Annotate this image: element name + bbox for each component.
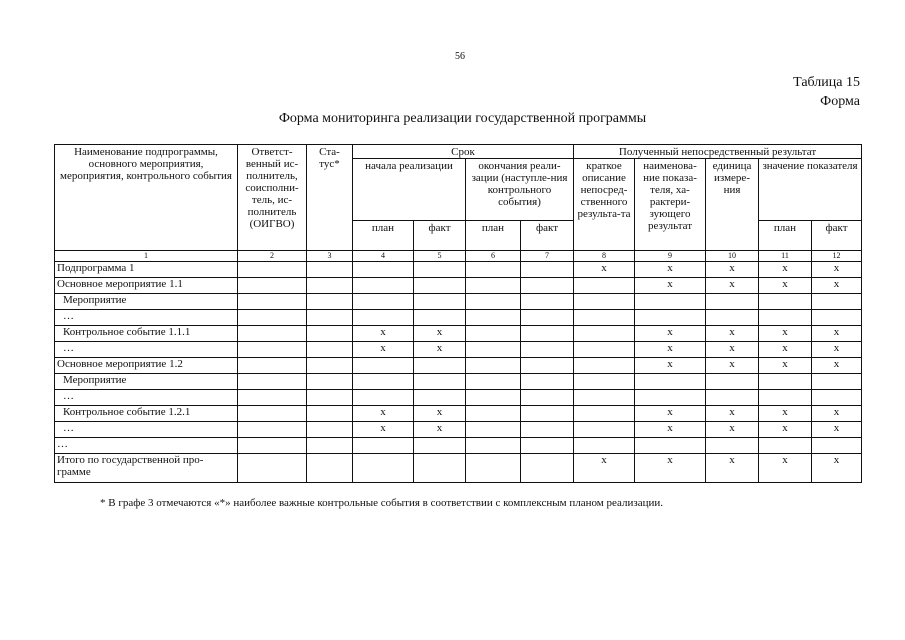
cell-col-2 [238, 374, 307, 390]
cell-col-2 [238, 454, 307, 483]
column-number: 11 [759, 251, 812, 262]
cell-col-9 [635, 310, 706, 326]
column-number: 6 [466, 251, 521, 262]
cell-col-12: х [812, 342, 862, 358]
cell-col-3 [307, 374, 353, 390]
cell-col-11: х [759, 406, 812, 422]
table-row [55, 422, 862, 438]
cell-col-11: х [759, 278, 812, 294]
cell-col-4: х [353, 422, 414, 438]
header-end-plan: план [466, 221, 521, 251]
row-name: … [55, 390, 238, 406]
table-body [55, 262, 862, 483]
cell-col-6 [466, 390, 521, 406]
cell-col-10 [706, 374, 759, 390]
header-responsible: Ответст-венный ис-полнитель, соисполни-тель, ис-полнитель (ОИГВО) [238, 145, 307, 251]
cell-col-7 [521, 454, 574, 483]
cell-col-11: х [759, 342, 812, 358]
cell-col-4 [353, 454, 414, 483]
cell-col-2 [238, 406, 307, 422]
cell-col-3 [307, 406, 353, 422]
cell-col-8 [574, 310, 635, 326]
header-term: Срок [353, 145, 574, 159]
cell-col-9: х [635, 342, 706, 358]
cell-col-6 [466, 342, 521, 358]
cell-col-3 [307, 438, 353, 454]
total-row [55, 454, 862, 483]
cell-col-12 [812, 310, 862, 326]
cell-col-2 [238, 438, 307, 454]
cell-col-9 [635, 438, 706, 454]
cell-col-6 [466, 358, 521, 374]
cell-col-11 [759, 310, 812, 326]
header-result-description: краткое описание непосред-ственного результа-та [574, 159, 635, 251]
cell-col-4: х [353, 406, 414, 422]
table-row [55, 390, 862, 406]
document-title: Форма мониторинга реализации государственной программы [278, 111, 647, 126]
cell-col-8 [574, 358, 635, 374]
cell-col-6 [466, 326, 521, 342]
cell-col-3 [307, 390, 353, 406]
cell-col-4 [353, 278, 414, 294]
cell-col-12 [812, 374, 862, 390]
cell-col-2 [238, 390, 307, 406]
cell-col-6 [466, 422, 521, 438]
cell-col-12: х [812, 262, 862, 278]
cell-col-7 [521, 342, 574, 358]
row-name: Контрольное событие 1.1.1 [55, 326, 238, 342]
header-term-start: начала реализации [353, 159, 466, 221]
cell-col-10: х [706, 262, 759, 278]
cell-col-12: х [812, 326, 862, 342]
table-row [55, 294, 862, 310]
table-row [55, 326, 862, 342]
cell-col-2 [238, 310, 307, 326]
table-row [55, 342, 862, 358]
cell-col-2 [238, 294, 307, 310]
form-label: Форма [820, 94, 860, 109]
page-number: 56 [455, 51, 465, 62]
cell-col-4 [353, 438, 414, 454]
column-number: 4 [353, 251, 414, 262]
cell-col-2 [238, 422, 307, 438]
row-name: Мероприятие [55, 294, 238, 310]
header-row-1 [55, 145, 862, 159]
cell-col-11 [759, 390, 812, 406]
cell-col-2 [238, 326, 307, 342]
cell-col-5 [414, 438, 466, 454]
table-row [55, 406, 862, 422]
cell-col-3 [307, 294, 353, 310]
header-result: Полученный непосредственный результат [574, 145, 862, 159]
cell-col-7 [521, 262, 574, 278]
row-name: … [55, 422, 238, 438]
cell-col-7 [521, 374, 574, 390]
cell-col-5: х [414, 406, 466, 422]
cell-col-9: х [635, 406, 706, 422]
cell-col-4 [353, 262, 414, 278]
cell-col-10 [706, 294, 759, 310]
cell-col-10: х [706, 454, 759, 483]
table-row [55, 358, 862, 374]
cell-col-5 [414, 294, 466, 310]
cell-col-2 [238, 342, 307, 358]
cell-col-4 [353, 358, 414, 374]
cell-col-8 [574, 374, 635, 390]
cell-col-3 [307, 358, 353, 374]
cell-col-8 [574, 326, 635, 342]
cell-col-3 [307, 342, 353, 358]
header-status: Ста-тус* [307, 145, 353, 251]
cell-col-10: х [706, 422, 759, 438]
cell-col-9: х [635, 358, 706, 374]
cell-col-3 [307, 422, 353, 438]
cell-col-6 [466, 374, 521, 390]
cell-col-6 [466, 310, 521, 326]
cell-col-8 [574, 342, 635, 358]
cell-col-6 [466, 294, 521, 310]
cell-col-6 [466, 406, 521, 422]
cell-col-2 [238, 262, 307, 278]
cell-col-12: х [812, 358, 862, 374]
column-number: 1 [55, 251, 238, 262]
header-start-plan: план [353, 221, 414, 251]
column-number: 9 [635, 251, 706, 262]
cell-col-9 [635, 294, 706, 310]
table-row [55, 438, 862, 454]
cell-col-11 [759, 374, 812, 390]
cell-col-11: х [759, 358, 812, 374]
cell-col-10: х [706, 278, 759, 294]
cell-col-11 [759, 438, 812, 454]
header-value-plan: план [759, 221, 812, 251]
cell-col-8 [574, 294, 635, 310]
cell-col-6 [466, 454, 521, 483]
cell-col-2 [238, 278, 307, 294]
cell-col-10: х [706, 326, 759, 342]
cell-col-7 [521, 358, 574, 374]
cell-col-8 [574, 406, 635, 422]
cell-col-9: х [635, 262, 706, 278]
cell-col-9: х [635, 326, 706, 342]
cell-col-4 [353, 310, 414, 326]
cell-col-12 [812, 390, 862, 406]
row-name: Основное мероприятие 1.1 [55, 278, 238, 294]
cell-col-3 [307, 278, 353, 294]
cell-col-8 [574, 438, 635, 454]
row-name: Подпрограмма 1 [55, 262, 238, 278]
column-number: 8 [574, 251, 635, 262]
cell-col-10: х [706, 406, 759, 422]
monitoring-table [54, 144, 862, 483]
cell-col-5 [414, 390, 466, 406]
cell-col-11: х [759, 262, 812, 278]
cell-col-5: х [414, 422, 466, 438]
cell-col-5: х [414, 342, 466, 358]
header-end-fact: факт [521, 221, 574, 251]
cell-col-7 [521, 278, 574, 294]
cell-col-11: х [759, 454, 812, 483]
column-number-row [55, 251, 862, 262]
column-number: 5 [414, 251, 466, 262]
cell-col-5 [414, 374, 466, 390]
header-name: Наименование подпрограммы, основного мероприятия, мероприятия, контрольного события [55, 145, 238, 251]
cell-col-7 [521, 438, 574, 454]
cell-col-3 [307, 310, 353, 326]
cell-col-12: х [812, 454, 862, 483]
cell-col-4: х [353, 342, 414, 358]
column-number: 7 [521, 251, 574, 262]
cell-col-3 [307, 326, 353, 342]
cell-col-4: х [353, 326, 414, 342]
header-indicator-value: значение показателя [759, 159, 862, 221]
cell-col-6 [466, 278, 521, 294]
header-term-end: окончания реали-зации (наступле-ния контрольного события) [466, 159, 574, 221]
cell-col-8: х [574, 454, 635, 483]
row-name: … [55, 310, 238, 326]
cell-col-7 [521, 390, 574, 406]
column-number: 10 [706, 251, 759, 262]
cell-col-11 [759, 294, 812, 310]
cell-col-9 [635, 374, 706, 390]
header-indicator-name: наименова-ние показа-теля, ха-рактери-зующего результат [635, 159, 706, 251]
column-number: 12 [812, 251, 862, 262]
cell-col-11: х [759, 422, 812, 438]
cell-col-10 [706, 390, 759, 406]
cell-col-12 [812, 438, 862, 454]
cell-col-10: х [706, 342, 759, 358]
cell-col-4 [353, 294, 414, 310]
cell-col-12: х [812, 406, 862, 422]
cell-col-7 [521, 406, 574, 422]
table-row [55, 374, 862, 390]
cell-col-9: х [635, 454, 706, 483]
cell-col-12: х [812, 278, 862, 294]
cell-col-8 [574, 390, 635, 406]
cell-col-10: х [706, 358, 759, 374]
table-row [55, 278, 862, 294]
row-name: … [55, 342, 238, 358]
table-row [55, 310, 862, 326]
cell-col-3 [307, 454, 353, 483]
cell-col-9: х [635, 422, 706, 438]
cell-col-7 [521, 294, 574, 310]
header-start-fact: факт [414, 221, 466, 251]
cell-col-10 [706, 310, 759, 326]
header-value-fact: факт [812, 221, 862, 251]
cell-col-5 [414, 262, 466, 278]
cell-col-8: х [574, 262, 635, 278]
column-number: 2 [238, 251, 307, 262]
cell-col-3 [307, 262, 353, 278]
cell-col-7 [521, 310, 574, 326]
cell-col-12 [812, 294, 862, 310]
cell-col-9 [635, 390, 706, 406]
cell-col-2 [238, 358, 307, 374]
cell-col-4 [353, 374, 414, 390]
row-name: … [55, 438, 238, 454]
total-row-name: Итого по государственной про-грамме [55, 454, 238, 483]
cell-col-4 [353, 390, 414, 406]
cell-col-10 [706, 438, 759, 454]
cell-col-6 [466, 262, 521, 278]
row-name: Мероприятие [55, 374, 238, 390]
cell-col-5 [414, 310, 466, 326]
cell-col-5 [414, 358, 466, 374]
table-row [55, 262, 862, 278]
cell-col-5: х [414, 326, 466, 342]
cell-col-12: х [812, 422, 862, 438]
cell-col-7 [521, 422, 574, 438]
footnote: * В графе 3 отмечаются «*» наиболее важные контрольные события в соответствии с комплексным планом реализации. [100, 497, 664, 509]
cell-col-9: х [635, 278, 706, 294]
cell-col-7 [521, 326, 574, 342]
row-name: Основное мероприятие 1.2 [55, 358, 238, 374]
row-name: Контрольное событие 1.2.1 [55, 406, 238, 422]
cell-col-5 [414, 278, 466, 294]
table-label: Таблица 15 [793, 75, 860, 90]
cell-col-8 [574, 422, 635, 438]
cell-col-8 [574, 278, 635, 294]
cell-col-11: х [759, 326, 812, 342]
cell-col-5 [414, 454, 466, 483]
cell-col-6 [466, 438, 521, 454]
header-unit: единица измере-ния [706, 159, 759, 251]
column-number: 3 [307, 251, 353, 262]
